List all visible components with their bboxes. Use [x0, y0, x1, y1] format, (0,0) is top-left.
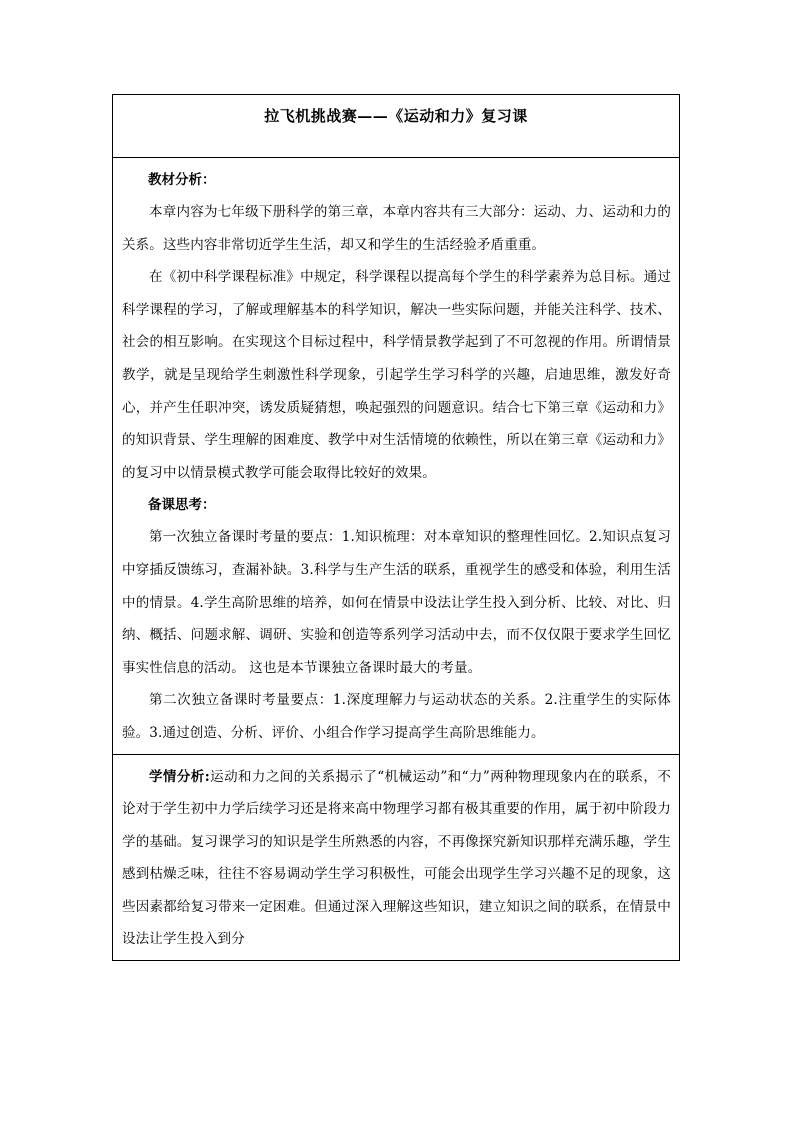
student-analysis-paragraph [122, 761, 671, 957]
document-title: 拉飞机挑战赛——《运动和力》复习课 [264, 107, 528, 125]
student-analysis-text: 运动和力之间的关系揭示了“机械运动”和“力”两种物理现象内在的联系，不论对于学生初中力学后续学习还是将来高中物理学习都有极其重要的作用，属于初中阶段力学的基础。复习课学习的知识是学生所熟悉的内容，不再像探究新知识那样充满乐趣，学生感到枯燥乏味，往往不容易调动学生学习积极性，可能会出现学生学习兴趣不足的现象，这些因素都给复习带来一定困难。但通过深入理解这些知识，建立知识之间的联系，在情景中设法让学生投入到分 [122, 768, 672, 948]
textbook-analysis-section [113, 158, 679, 755]
preparation-thoughts-heading: 备课思考： [148, 497, 216, 514]
lesson-plan-table [112, 94, 680, 961]
preparation-thoughts-paragraph-2: 第二次独立备课时考量要点：1.深度理解力与运动状态的关系。2.注重学生的实际体验。3.通过创造、分析、评价、小组合作学习提高学生高阶思维能力。 [122, 692, 671, 741]
title-row [113, 95, 679, 158]
student-analysis-section [113, 755, 679, 961]
student-analysis-heading: 学情分析: [149, 768, 210, 785]
textbook-analysis-heading: 教材分析： [148, 172, 216, 188]
textbook-analysis-paragraph-2: 在《初中科学课程标准》中规定，科学课程以提高每个学生的科学素养为总目标。通过科学课程的学习，了解或理解基本的科学知识，解决一些实际问题，并能关注科学、技术、社会的相互影响。在实现这个目标过程中，科学情景教学起到了不可忽视的作用。所谓情景教学，就是呈现给学生刺激性科学现象，引起学生学习科学的兴趣，启迪思维，激发好奇心，并产生任职冲突，诱发质疑猜想，唤起强烈的问题意识。结合七下第三章《运动和力》的知识背景、学生理解的困难度、教学中对生活情境的依赖性，所以在第三章《运动和力》的复习中以情景模式教学可能会取得比较好的效果。 [122, 269, 671, 481]
textbook-analysis-paragraph-1: 本章内容为七年级下册科学的第三章，本章内容共有三大部分：运动、力、运动和力的关系。这些内容非常切近学生生活，却又和学生的生活经验矛盾重重。 [122, 204, 671, 253]
preparation-thoughts-paragraph-1: 第一次独立备课时考量的要点：1.知识梳理：对本章知识的整理性回忆。2.知识点复习中穿插反馈练习，查漏补缺。3.科学与生产生活的联系，重视学生的感受和体验，利用生活中的情景。4.学生高阶思维的培养，如何在情景中设法让学生投入到分析、比较、对比、归纳、概括、问题求解、调研、实验和创造等系列学习活动中去，而不仅仅限于要求学生回忆事实性信息的活动。 这也是本节课独立备课时最大的考量。 [122, 529, 671, 676]
